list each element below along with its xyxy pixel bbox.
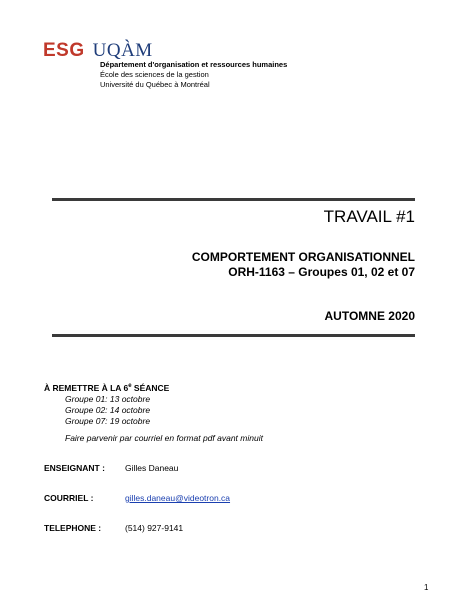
- phone-label: TELEPHONE :: [44, 523, 102, 533]
- course-code: ORH-1163 – Groupes 01, 02 et 07: [228, 265, 415, 279]
- top-divider: [52, 198, 415, 201]
- bottom-divider: [52, 334, 415, 337]
- department-name: Département d'organisation et ressources humaines: [100, 60, 288, 69]
- logo-esg-text: ESG: [43, 40, 85, 61]
- group-due-date: Groupe 07: 19 octobre: [65, 416, 151, 426]
- due-heading: À REMETTRE À LA 6e SÉANCE: [44, 383, 170, 393]
- email-label: COURRIEL :: [44, 493, 94, 503]
- email-link[interactable]: gilles.daneau@videotron.ca: [125, 493, 231, 503]
- teacher-label: ENSEIGNANT :: [44, 463, 105, 473]
- term: AUTOMNE 2020: [324, 309, 415, 323]
- university-name: Université du Québec à Montréal: [100, 80, 210, 89]
- school-name: École des sciences de la gestion: [100, 70, 209, 79]
- teacher-value: Gilles Daneau: [125, 463, 179, 473]
- esg-uqam-logo: [43, 40, 153, 62]
- group-due-date: Groupe 01: 13 octobre: [65, 394, 151, 404]
- phone-value: (514) 927-9141: [125, 523, 184, 533]
- page-number: 1: [424, 583, 429, 592]
- group-due-date: Groupe 02: 14 octobre: [65, 405, 151, 415]
- logo-uqam-text: UQÀM: [92, 40, 153, 61]
- course-name: COMPORTEMENT ORGANISATIONNEL: [191, 250, 415, 264]
- assignment-title: TRAVAIL #1: [323, 207, 415, 226]
- submission-instructions: Faire parvenir par courriel en format pdf avant minuit: [65, 433, 263, 443]
